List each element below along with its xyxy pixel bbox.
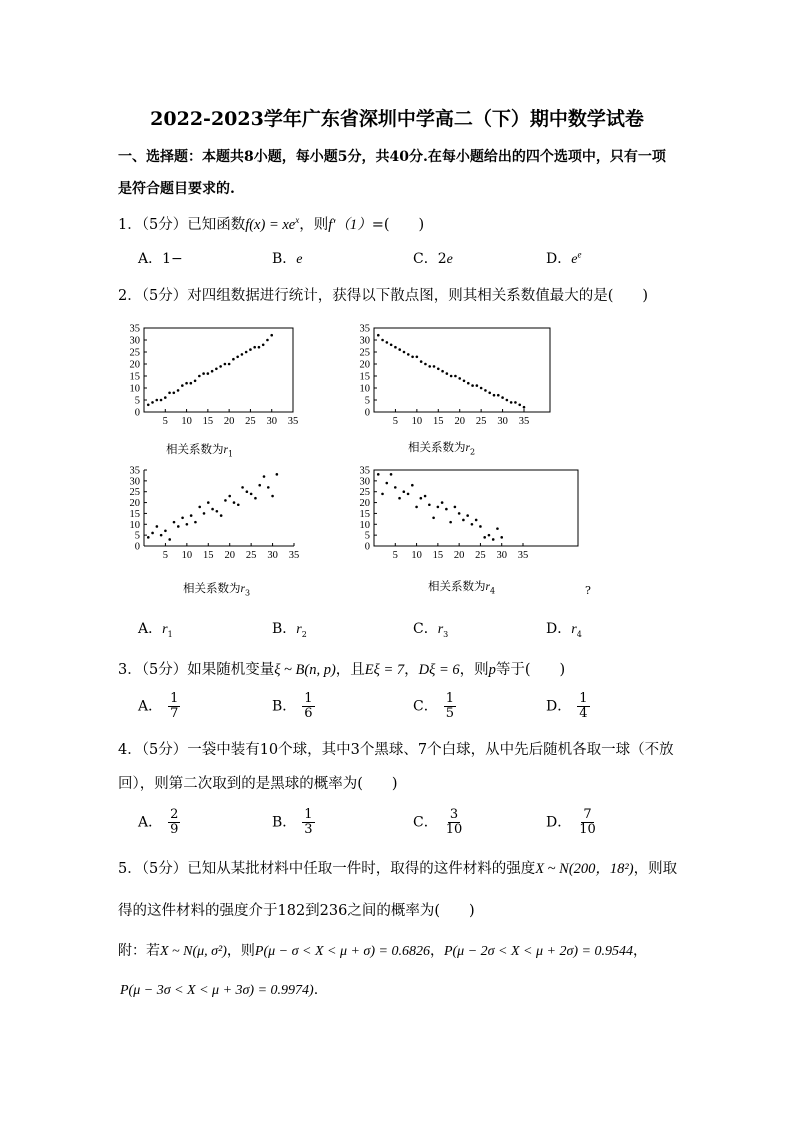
x-tick-label: 30 [496, 550, 507, 561]
y-tick-label: 15 [129, 508, 140, 520]
y-tick-label: 30 [359, 476, 370, 488]
data-point [514, 401, 517, 404]
data-point [271, 495, 274, 498]
plot-frame [374, 470, 578, 546]
question-4-line2: 回），则第二次取到的是黑球的概率为( ) [118, 776, 398, 792]
stray-mark: ? [585, 584, 591, 597]
x-tick-label: 5 [392, 550, 398, 561]
data-point [394, 346, 397, 349]
question-5-line2: 得的这件材料的强度介于182到236之间的概率为( ) [118, 903, 475, 919]
question-5-line1: 5．（5分）已知从某批材料中任取一件时，取得的这件材料的强度X ~ N(200，18²)，则取 [118, 861, 678, 877]
scatter-chart-3 [118, 464, 318, 564]
data-point [492, 538, 495, 541]
data-point [228, 363, 231, 366]
q3-option-b[interactable]: B． $\frac{1}{6}$ [272, 691, 313, 721]
data-point [467, 382, 470, 385]
question-1-stem: 1．（5分）已知函数$f(x) = xe^x$，则f′（1）=( ) [118, 215, 425, 233]
q1-option-a[interactable]: A．1− [138, 251, 183, 267]
question-3-stem: 3．（5分）如果随机变量ξ ~ B(n, p)，且Eξ = 7，Dξ = 6，则p等于( ) [118, 662, 566, 678]
data-point [449, 521, 452, 524]
data-point [224, 363, 227, 366]
data-point [424, 363, 427, 366]
data-point [411, 484, 414, 487]
q2-option-c[interactable]: C．$r_3$ [413, 621, 449, 639]
data-point [241, 353, 244, 356]
x-tick-label: 25 [475, 550, 486, 561]
x-tick-label: 35 [518, 416, 530, 427]
data-point [207, 372, 210, 375]
y-tick-label: 0 [134, 407, 140, 419]
data-point [437, 506, 440, 509]
data-point [523, 406, 526, 409]
y-tick-label: 5 [364, 530, 370, 542]
data-point [420, 360, 423, 363]
data-point [194, 521, 197, 524]
y-tick-label: 35 [359, 323, 370, 335]
x-tick-label: 15 [202, 416, 214, 427]
scatter-chart-1 [118, 322, 318, 430]
data-point [198, 375, 201, 378]
data-point [168, 538, 171, 541]
y-tick-label: 30 [129, 335, 140, 347]
data-point [398, 348, 401, 351]
data-point [510, 401, 513, 404]
x-tick-label: 5 [162, 416, 168, 427]
y-tick-label: 0 [134, 541, 140, 553]
q4-option-d[interactable]: D． $\frac{7}{10}$ [546, 807, 596, 837]
data-point [151, 532, 154, 535]
data-point [253, 346, 256, 349]
data-point [458, 377, 461, 380]
data-point [445, 508, 448, 511]
data-point [160, 534, 163, 537]
data-point [173, 392, 176, 395]
y-tick-label: 20 [129, 498, 140, 510]
plot-frame [144, 328, 293, 412]
data-point [433, 365, 436, 368]
q3-option-d[interactable]: D． $\frac{1}{4}$ [546, 691, 588, 721]
data-point [216, 510, 219, 513]
data-point [232, 358, 235, 361]
y-tick-label: 35 [129, 323, 140, 335]
y-tick-label: 10 [359, 383, 370, 395]
data-point [211, 508, 214, 511]
x-tick-label: 30 [266, 416, 277, 427]
x-tick-label: 30 [497, 416, 508, 427]
y-tick-label: 10 [129, 519, 140, 531]
data-point [462, 519, 465, 522]
chart-2-caption: 相关系数为$r_2$ [408, 440, 476, 457]
data-point [203, 512, 206, 515]
data-point [454, 506, 457, 509]
data-point [450, 375, 453, 378]
data-point [254, 497, 257, 500]
y-tick-label: 0 [364, 407, 370, 419]
x-tick-label: 25 [475, 416, 487, 427]
q1-option-b[interactable]: B．e [272, 251, 303, 267]
question-5-note-line1: 附：若X ~ N(μ, σ²)，则P(μ − σ < X < μ + σ) = 0.6826，P(μ − 2σ < X < μ + 2σ) = 0.9544， [118, 943, 647, 959]
data-point [483, 536, 486, 539]
data-point [488, 392, 491, 395]
plot-frame [374, 328, 550, 412]
data-point [424, 495, 427, 498]
data-point [386, 341, 389, 344]
data-point [245, 351, 248, 354]
data-point [194, 380, 197, 383]
data-point [233, 501, 236, 504]
y-tick-label: 20 [359, 359, 370, 371]
data-point [432, 516, 435, 519]
x-tick-label: 5 [162, 550, 169, 561]
data-point [428, 503, 431, 506]
question-4-line1: 4．（5分）一袋中装有10个球，其中3个黑球、7个白球，从中先后随机各取一球（不放 [118, 742, 674, 758]
data-point [190, 514, 193, 517]
data-point [181, 384, 184, 387]
x-tick-label: 5 [392, 416, 399, 427]
question-2-stem: 2．（5分）对四组数据进行统计，获得以下散点图，则其相关系数值最大的是( ) [118, 288, 649, 304]
data-point [258, 346, 261, 349]
x-tick-label: 10 [411, 416, 423, 427]
y-tick-label: 15 [359, 371, 370, 383]
data-point [173, 521, 176, 524]
data-point [377, 334, 380, 337]
data-point [237, 503, 240, 506]
data-point [394, 486, 397, 489]
y-tick-label: 0 [364, 541, 370, 553]
data-point [420, 497, 423, 500]
scatter-chart-2 [348, 322, 560, 430]
data-point [506, 399, 509, 402]
data-point [266, 339, 269, 342]
x-tick-label: 30 [267, 550, 278, 561]
chart-1-caption: 相关系数为$r_1$ [166, 442, 234, 459]
data-point [250, 493, 253, 496]
data-point [415, 506, 418, 509]
data-point [228, 495, 231, 498]
data-point [437, 368, 440, 371]
q3-option-c[interactable]: C． $\frac{1}{5}$ [413, 691, 454, 721]
data-point [211, 370, 214, 373]
x-tick-label: 35 [288, 550, 300, 561]
y-tick-label: 35 [129, 465, 140, 477]
x-tick-label: 10 [411, 550, 422, 561]
q1-option-d[interactable]: D．$e^e$ [546, 249, 582, 267]
data-point [241, 486, 244, 489]
y-tick-label: 20 [129, 359, 140, 371]
data-point [236, 356, 239, 359]
data-point [258, 484, 261, 487]
data-point [454, 375, 457, 378]
x-tick-label: 25 [245, 550, 257, 561]
data-point [446, 372, 449, 375]
y-tick-label: 15 [359, 508, 370, 520]
scatter-chart-4 [348, 464, 588, 564]
data-point [497, 394, 500, 397]
y-tick-label: 20 [359, 498, 370, 510]
data-point [488, 534, 491, 537]
data-point [220, 514, 223, 517]
y-tick-label: 25 [129, 487, 140, 499]
data-point [156, 525, 159, 528]
y-tick-label: 25 [359, 487, 370, 499]
y-tick-label: 25 [359, 347, 370, 359]
data-point [249, 348, 252, 351]
data-point [147, 536, 150, 539]
data-point [411, 356, 414, 359]
x-tick-label: 15 [203, 550, 214, 561]
y-tick-label: 5 [134, 530, 140, 542]
data-point [403, 490, 406, 493]
data-point [518, 404, 521, 407]
data-point [215, 368, 218, 371]
x-tick-label: 10 [181, 550, 193, 561]
q4-option-c[interactable]: C． $\frac{3}{10}$ [413, 807, 463, 837]
data-point [381, 339, 384, 342]
data-point [471, 384, 474, 387]
x-tick-label: 20 [454, 416, 465, 427]
data-point [416, 356, 419, 359]
data-point [202, 372, 205, 375]
y-tick-label: 25 [129, 347, 140, 359]
data-point [390, 344, 393, 347]
data-point [276, 473, 279, 476]
data-point [381, 493, 384, 496]
data-point [160, 399, 163, 402]
data-point [500, 536, 503, 539]
data-point [458, 512, 461, 515]
data-point [441, 501, 444, 504]
y-tick-label: 10 [359, 519, 370, 531]
data-point [262, 344, 265, 347]
data-point [207, 501, 210, 504]
data-point [403, 351, 406, 354]
data-point [407, 353, 410, 356]
data-point [377, 473, 380, 476]
data-point [186, 523, 189, 526]
data-point [246, 490, 249, 493]
data-point [168, 392, 171, 395]
data-point [428, 365, 431, 368]
data-point [164, 530, 167, 533]
y-tick-label: 30 [129, 476, 140, 488]
data-point [390, 473, 393, 476]
x-tick-label: 35 [287, 416, 299, 427]
x-tick-label: 20 [223, 416, 235, 427]
data-point [147, 404, 150, 407]
q2-option-d[interactable]: D．$r_4$ [546, 621, 582, 639]
data-point [181, 516, 184, 519]
data-point [177, 389, 180, 392]
data-point [224, 499, 227, 502]
q3-option-a[interactable]: A． $\frac{1}{7}$ [138, 691, 179, 721]
page-title: 2022-2023学年广东省深圳中学高二（下）期中数学试卷 [150, 108, 644, 130]
data-point [185, 382, 188, 385]
y-tick-label: 30 [359, 335, 370, 347]
chart-4-caption: 相关系数为$r_4$ [428, 579, 496, 596]
data-point [198, 506, 201, 509]
q2-option-b[interactable]: B．$r_2$ [272, 621, 307, 639]
data-point [501, 396, 504, 399]
data-point [263, 475, 266, 478]
x-tick-label: 20 [224, 550, 235, 561]
y-tick-label: 5 [364, 395, 370, 407]
data-point [471, 523, 474, 526]
data-point [177, 525, 180, 528]
data-point [479, 525, 482, 528]
x-tick-label: 15 [432, 550, 444, 561]
data-point [476, 384, 479, 387]
data-point [267, 486, 270, 489]
data-point [480, 387, 483, 390]
q2-option-a[interactable]: A．$r_1$ [138, 621, 173, 639]
data-point [151, 401, 154, 404]
data-point [493, 394, 496, 397]
chart-3-caption: 相关系数为$r_3$ [183, 581, 251, 598]
x-tick-label: 10 [181, 416, 192, 427]
data-point [407, 493, 410, 496]
section-heading-line1: 一、选择题：本题共8小题，每小题5分，共40分.在每小题给出的四个选项中，只有一项 [118, 149, 666, 165]
q1-option-c[interactable]: C．2e [413, 251, 453, 267]
section-heading-line2: 是符合题目要求的. [118, 181, 235, 197]
data-point [441, 370, 444, 373]
x-tick-label: 25 [245, 416, 256, 427]
data-point [190, 382, 193, 385]
data-point [398, 497, 401, 500]
y-tick-label: 10 [129, 383, 140, 395]
q4-option-b[interactable]: B． $\frac{1}{3}$ [272, 807, 313, 837]
data-point [270, 334, 273, 337]
y-tick-label: 15 [129, 371, 140, 383]
x-tick-label: 20 [453, 550, 465, 561]
data-point [463, 380, 466, 383]
y-tick-label: 35 [359, 465, 370, 477]
data-point [155, 399, 158, 402]
q4-option-a[interactable]: A． $\frac{2}{9}$ [138, 807, 179, 837]
data-point [466, 514, 469, 517]
question-5-note-line2: P(μ − 3σ < X < μ + 3σ) = 0.9974). [120, 982, 319, 998]
data-point [496, 527, 499, 530]
data-point [385, 482, 388, 485]
data-point [164, 396, 167, 399]
x-tick-label: 35 [517, 550, 529, 561]
data-point [219, 365, 222, 368]
y-tick-label: 5 [134, 395, 140, 407]
data-point [475, 519, 478, 522]
x-tick-label: 15 [433, 416, 444, 427]
data-point [484, 389, 487, 392]
